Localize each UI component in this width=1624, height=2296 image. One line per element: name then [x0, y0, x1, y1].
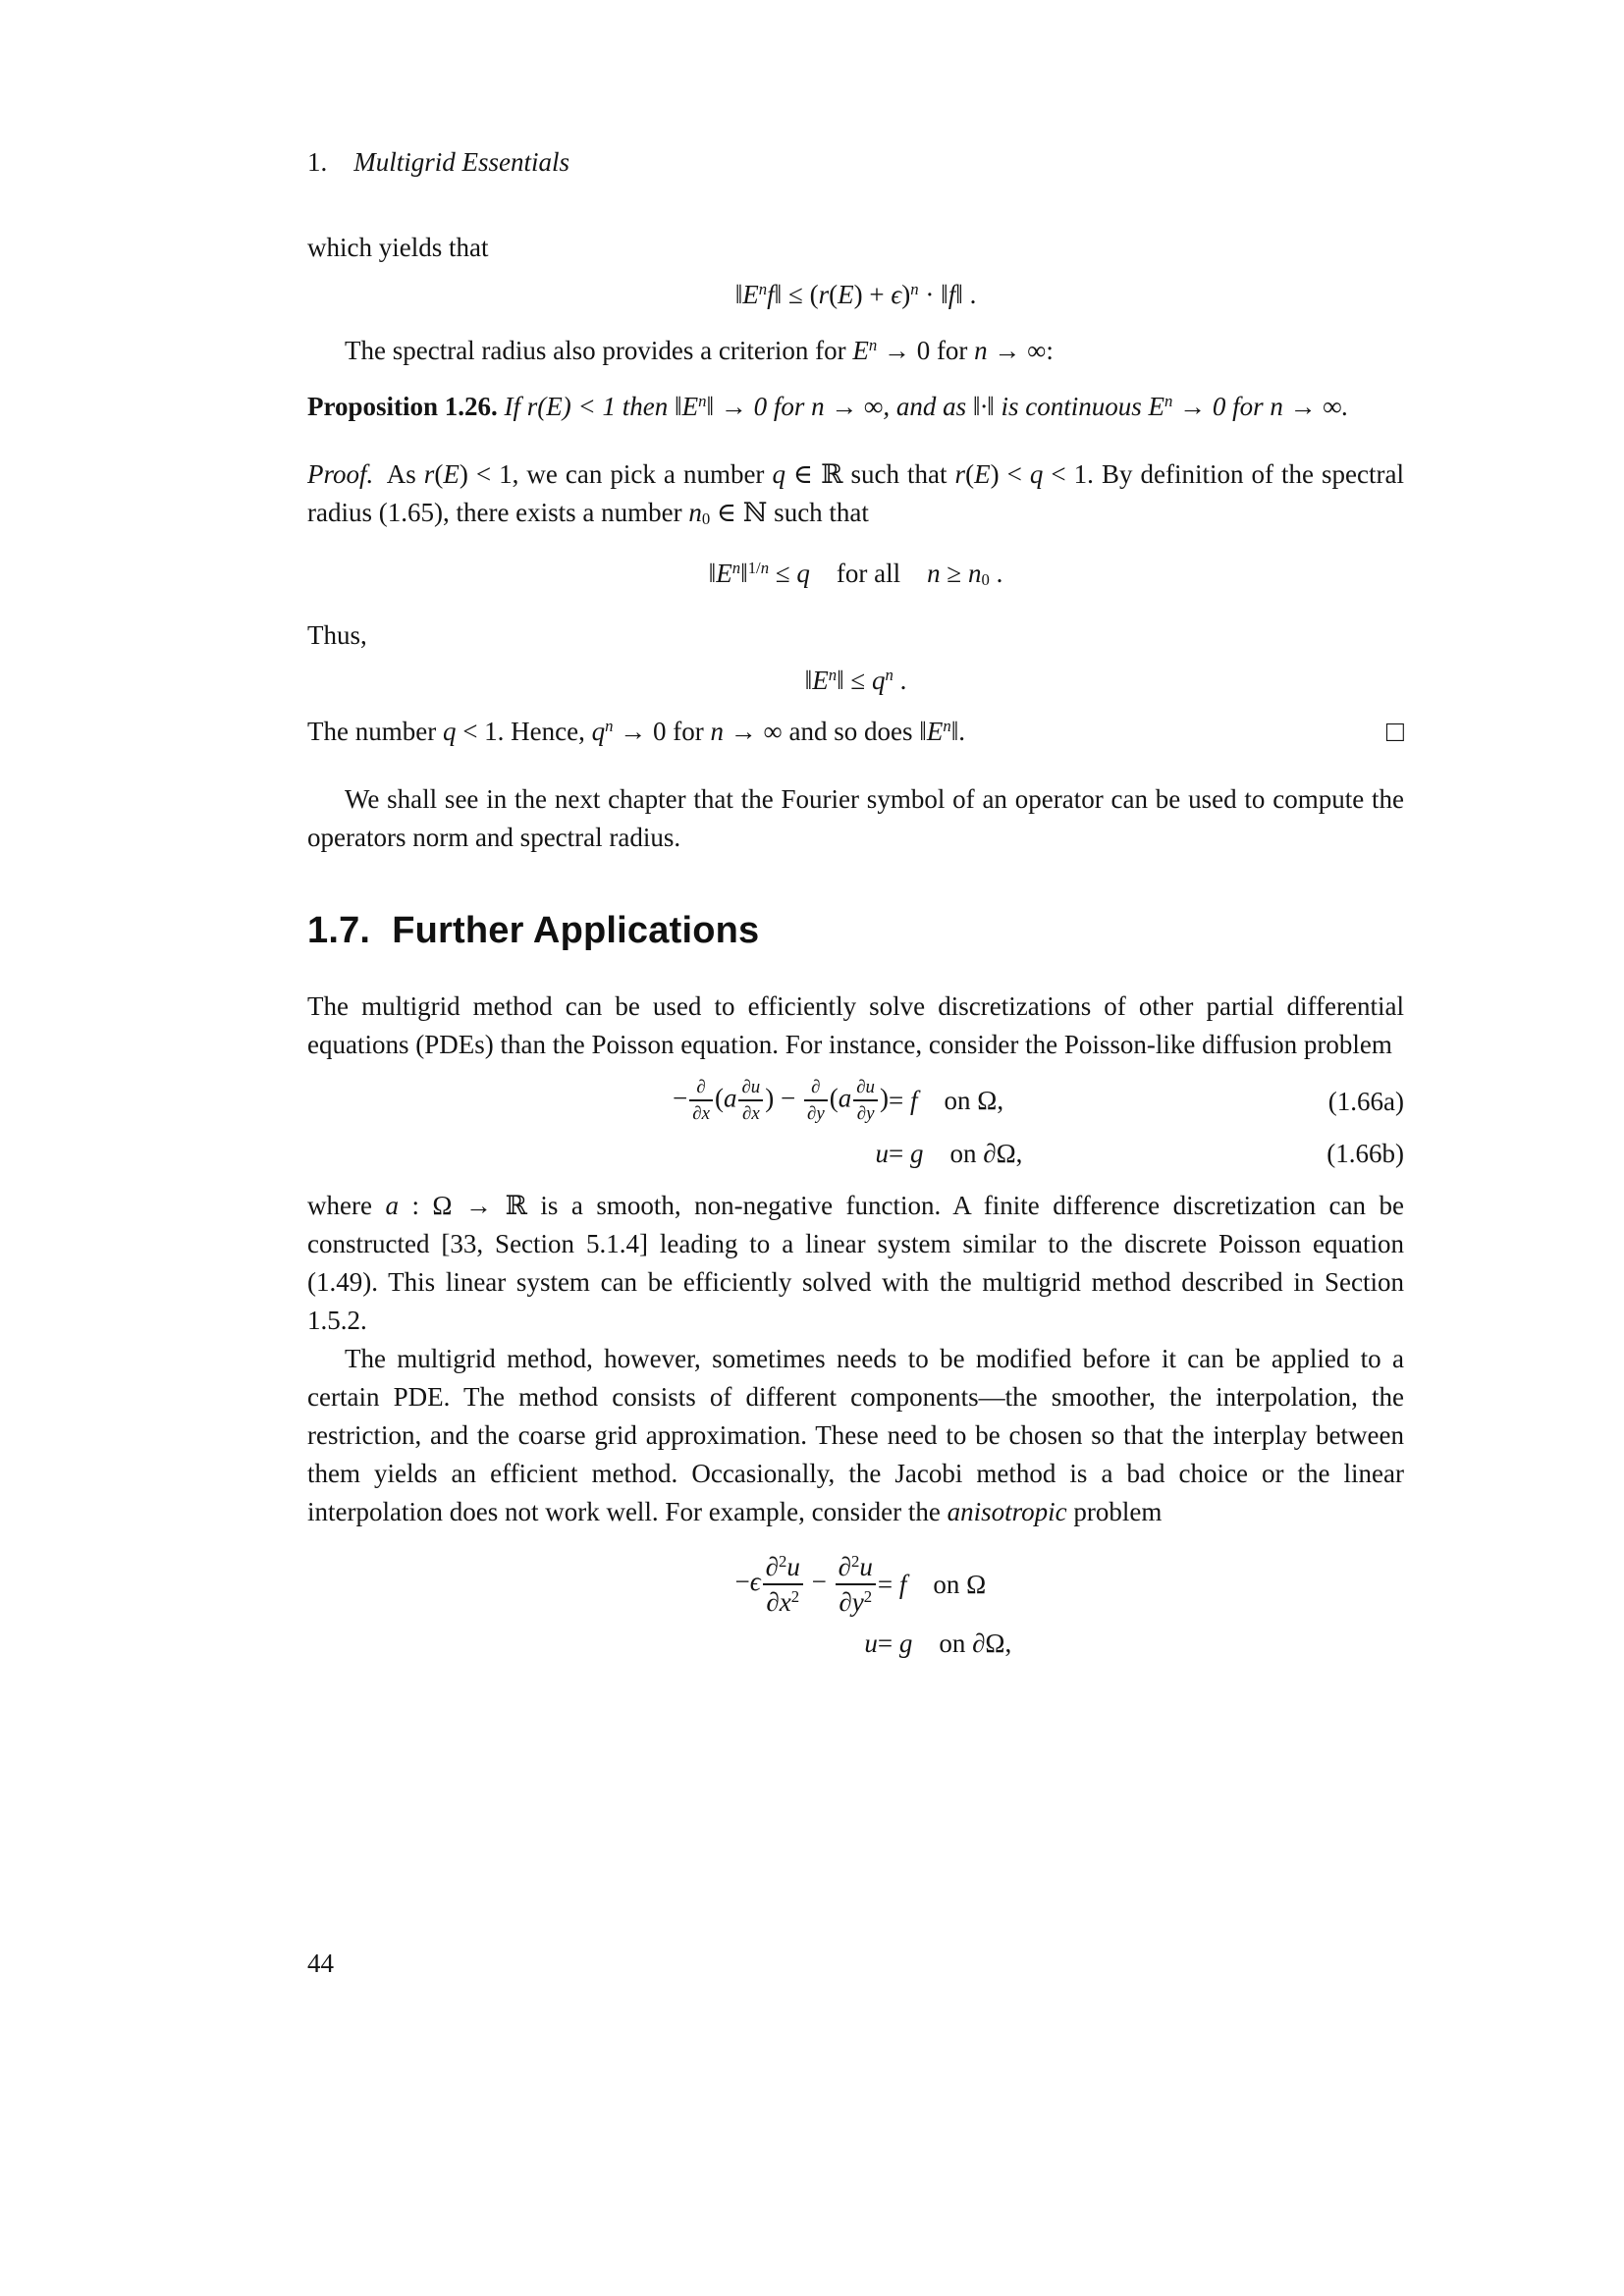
text-segment: ‖: [955, 280, 963, 309]
paragraph-which-yields: [307, 229, 1404, 267]
text-segment: ∂u: [741, 1077, 761, 1098]
paragraph-where: [307, 1187, 1404, 1340]
proof-paragraph: [307, 455, 1404, 532]
text-segment: ≤: [769, 558, 797, 588]
text-segment: r: [818, 280, 830, 309]
text-segment: n: [828, 665, 838, 684]
text-segment: n: [868, 335, 878, 354]
section-title: Further Applications: [392, 910, 760, 952]
text-segment: r: [954, 458, 966, 489]
fraction-numerator: [738, 1078, 763, 1099]
equation-lhs: [307, 1553, 878, 1616]
text-segment: −: [673, 1083, 688, 1113]
text-segment: n: [698, 391, 707, 410]
text-segment: [327, 147, 353, 177]
text-segment: .: [893, 665, 907, 695]
text-segment: n: [710, 717, 724, 747]
text-segment: ∈ ℝ such that: [785, 458, 955, 489]
text-segment: : Ω → ℝ is a smooth, non-negative function. A finite difference discretization can be constructed [33, Section 5.1.4] leading to a linear system similar to the discrete Poisson equation (1.49). This linear system can be efficiently solved with the multigrid method described in Section 1.5.2.: [307, 1191, 1404, 1336]
text-segment: (: [829, 280, 839, 309]
text-segment: Multigrid Essentials: [353, 147, 570, 177]
text-segment: −: [774, 1083, 802, 1113]
text-segment: The spectral radius also provides a criterion for: [345, 335, 853, 365]
text-segment: on Ω: [906, 1569, 987, 1599]
text-segment: (: [809, 280, 819, 309]
equation-rhs: [878, 1628, 1404, 1659]
text-segment: (: [965, 458, 975, 489]
text-segment: =: [877, 1629, 899, 1659]
running-header: [307, 147, 1404, 178]
text-segment: .: [989, 558, 1003, 588]
text-segment: n: [1164, 391, 1173, 410]
fraction: [802, 1078, 830, 1124]
fraction-denominator: [804, 1099, 828, 1124]
text-segment: E: [443, 458, 460, 489]
text-segment: =: [877, 1569, 899, 1599]
text-segment: ‖: [740, 558, 748, 588]
text-segment: q: [591, 717, 606, 747]
fraction: [834, 1553, 878, 1616]
fraction: [851, 1078, 880, 1124]
text-segment: n: [605, 717, 614, 736]
text-segment: n: [927, 558, 941, 588]
text-segment: a: [385, 1191, 399, 1221]
text-segment: which yields that: [307, 233, 489, 262]
text-segment: ∂y: [806, 1103, 825, 1125]
equation-lhs: [307, 1138, 889, 1169]
fraction-numerator: [853, 1078, 878, 1099]
text-segment: ): [901, 280, 911, 309]
text-segment: n: [688, 497, 702, 527]
text-segment: ‖: [706, 391, 715, 421]
equation-anisotropic-2: [307, 1628, 1404, 1659]
text-segment: problem: [1066, 1497, 1163, 1527]
equation-qn-bound: [307, 665, 1404, 698]
text-segment: ∂: [811, 1077, 821, 1098]
qed-box: □: [1385, 715, 1404, 748]
text-segment: a: [838, 1083, 852, 1113]
text-segment: ‖: [734, 280, 743, 309]
text-segment: −: [804, 1567, 834, 1597]
text-segment: g: [909, 1138, 924, 1168]
text-segment: q: [872, 665, 886, 695]
paragraph-conclusion: [307, 713, 1404, 751]
text-segment: E: [1148, 391, 1165, 421]
text-segment: 2: [779, 1552, 787, 1572]
text-segment: on ∂Ω,: [923, 1138, 1023, 1168]
text-segment: where: [307, 1191, 386, 1221]
text-segment: → ∞ and so does: [724, 717, 920, 747]
text-segment: E: [681, 391, 699, 421]
equation-rhs: [889, 1085, 1404, 1116]
paragraph-spectral-criterion: [307, 332, 1404, 370]
fraction: [736, 1078, 765, 1124]
text-segment: ∂y: [839, 1586, 864, 1617]
text-segment: n: [760, 558, 770, 577]
text-segment: 0: [701, 508, 711, 528]
text-segment: −: [734, 1567, 750, 1597]
text-segment: The multigrid method, however, sometimes needs to be modified before it can be applied to a certain PDE. The method consists of different components—the smoother, the interpolation, the restriction, and the coarse grid approximation. These need to be chosen so that the interplay between them yields an efficient method. Occasionally, the Jacobi method is a bad choice or the linear interpolation does not work well. For example, consider the: [307, 1344, 1404, 1527]
equation-group-anisotropic: [307, 1553, 1404, 1659]
equation-tag-166b: (1.66b): [1326, 1138, 1404, 1168]
equation-lhs: [307, 1628, 878, 1659]
text-segment: < 1. By definition of the spectral radius (1.65), there exists a number: [307, 458, 1404, 527]
text-segment: 1.: [307, 147, 328, 177]
text-segment: ‖.: [950, 717, 966, 747]
text-segment: ): [562, 391, 571, 421]
text-segment: =: [889, 1086, 910, 1116]
text-segment: ϵ: [749, 1567, 761, 1597]
text-segment: n: [967, 558, 982, 588]
text-segment: ‖: [941, 280, 948, 309]
text-segment: ϵ: [891, 280, 902, 309]
text-segment: (: [434, 458, 444, 489]
text-segment: f: [947, 280, 956, 309]
proposition-1-26: [307, 388, 1404, 426]
text-segment: +: [862, 280, 892, 309]
paragraph-fourier-symbol: [307, 780, 1404, 857]
text-segment: < 1 then: [570, 391, 676, 421]
text-segment: The multigrid method can be used to efficiently solve discretizations of other partial differential equations (PDEs) than the Poisson equation. For instance, consider the Poisson-like diffusion problem: [307, 991, 1404, 1060]
text-segment: ) <: [990, 458, 1030, 489]
paragraph-further-intro: [307, 988, 1404, 1064]
text-segment: E: [742, 280, 759, 309]
equation-lhs: [307, 1078, 889, 1124]
text-segment: ): [765, 1083, 775, 1113]
text-column: [307, 0, 1404, 1659]
text-segment: q: [772, 458, 785, 489]
text-segment: 0: [981, 569, 990, 589]
fraction-denominator: [763, 1583, 803, 1616]
fraction-denominator: [853, 1099, 878, 1124]
text-segment: (: [537, 391, 547, 421]
text-segment: → ∞:: [987, 335, 1054, 365]
text-segment: ≤: [843, 665, 872, 695]
text-segment: ‖: [675, 391, 682, 421]
text-segment: ∂y: [856, 1103, 875, 1125]
text-segment: ∂: [765, 1552, 779, 1582]
equation-group-166: [307, 1078, 1404, 1169]
fraction-numerator: [689, 1078, 713, 1099]
equation-root-bound: [307, 558, 1404, 591]
text-segment: ) < 1, we can pick a number: [459, 458, 773, 489]
text-segment: u: [786, 1552, 800, 1582]
text-segment: (: [829, 1083, 839, 1113]
text-segment: E: [838, 280, 854, 309]
text-segment: on Ω,: [917, 1086, 1004, 1116]
text-segment: a: [723, 1083, 737, 1113]
fraction-denominator: [738, 1099, 763, 1124]
text-segment: ∂: [696, 1077, 706, 1098]
text-segment: 2: [863, 1586, 873, 1606]
text-segment: n: [731, 558, 741, 577]
fraction-numerator: [763, 1553, 803, 1582]
fraction: [761, 1553, 805, 1616]
text-segment: ‖·‖: [972, 391, 995, 421]
text-segment: n: [974, 335, 988, 365]
conclusion-text: [307, 713, 965, 751]
equation-rhs: [878, 1569, 1404, 1600]
text-segment: f: [898, 1569, 907, 1599]
paragraph-modified-method: [307, 1340, 1404, 1531]
text-segment: =: [889, 1138, 910, 1168]
text-segment: n: [758, 279, 768, 298]
text-segment: for all: [809, 558, 928, 588]
text-segment: r: [526, 391, 538, 421]
text-segment: 2: [790, 1586, 800, 1606]
text-segment: n: [885, 665, 893, 684]
text-segment: f: [909, 1086, 918, 1116]
text-segment: E: [926, 717, 944, 747]
text-segment: Proof.: [307, 458, 374, 489]
text-segment: We shall see in the next chapter that the Fourier symbol of an operator can be used to compute the operators norm and spectral radius.: [307, 784, 1404, 853]
text-segment: ≥: [940, 558, 968, 588]
text-segment: 2: [850, 1552, 860, 1572]
text-segment: As: [373, 458, 424, 489]
text-segment: Proposition 1.26.: [307, 391, 498, 421]
fraction-numerator: [804, 1078, 828, 1099]
text-segment: ·: [918, 280, 942, 309]
equation-tag-166a: (1.66a): [1327, 1086, 1404, 1116]
text-segment: ≤: [782, 280, 810, 309]
text-segment: ∂u: [856, 1077, 875, 1098]
text-segment: ∂x: [766, 1586, 791, 1617]
page-number: 44: [307, 1949, 334, 1978]
text-segment: If: [497, 391, 527, 421]
text-segment: anisotropic: [947, 1497, 1067, 1527]
text-segment: (: [714, 1083, 724, 1113]
text-segment: 1/: [747, 558, 761, 577]
text-segment: ‖: [708, 558, 717, 588]
text-segment: ∂: [838, 1552, 851, 1582]
text-segment: ∈ ℕ such that: [710, 497, 869, 527]
text-segment: .: [962, 280, 977, 309]
text-segment: Thus,: [307, 619, 367, 650]
text-segment: u: [864, 1629, 878, 1659]
text-segment: u: [859, 1552, 873, 1582]
fraction-denominator: [836, 1583, 876, 1616]
text-segment: E: [716, 558, 732, 588]
text-segment: The number: [307, 717, 443, 747]
text-segment: E: [852, 335, 869, 365]
text-segment: → 0 for: [613, 717, 711, 747]
text-segment: r: [423, 458, 435, 489]
text-segment: → 0 for: [877, 335, 975, 365]
text-segment: → 0 for n → ∞.: [1172, 391, 1349, 421]
text-segment: u: [875, 1138, 889, 1168]
fraction-denominator: [689, 1099, 713, 1124]
text-segment: ‖: [804, 665, 813, 695]
paragraph-thus: [307, 616, 1404, 655]
text-segment: < 1. Hence,: [456, 717, 592, 747]
equation-norm-power: [307, 279, 1404, 312]
text-segment: ‖: [919, 717, 927, 747]
text-segment: E: [546, 391, 563, 421]
fraction: [687, 1078, 715, 1124]
text-segment: n: [943, 717, 951, 736]
text-segment: E: [974, 458, 991, 489]
text-segment: q: [796, 558, 810, 588]
text-segment: ‖: [774, 280, 783, 309]
section-number: 1.7.: [307, 910, 371, 952]
text-segment: n: [910, 279, 919, 298]
text-segment: ): [880, 1083, 889, 1113]
text-segment: → 0 for n → ∞, and as: [714, 391, 973, 421]
section-heading: [307, 910, 1404, 952]
text-segment: q: [1029, 458, 1044, 489]
equation-diffusion-b: [307, 1138, 1404, 1169]
text-segment: E: [812, 665, 829, 695]
text-segment: on ∂Ω,: [912, 1629, 1012, 1659]
text-segment: ): [853, 280, 863, 309]
text-segment: q: [442, 717, 457, 747]
equation-anisotropic-1: [307, 1553, 1404, 1616]
text-segment: is continuous: [994, 391, 1149, 421]
text-segment: ‖: [837, 665, 844, 695]
text-segment: f: [767, 280, 775, 309]
text-segment: ∂x: [692, 1103, 710, 1125]
text-segment: g: [898, 1629, 913, 1659]
text-segment: ∂x: [741, 1103, 760, 1125]
equation-diffusion-a: [307, 1078, 1404, 1124]
fraction-numerator: [836, 1553, 876, 1582]
